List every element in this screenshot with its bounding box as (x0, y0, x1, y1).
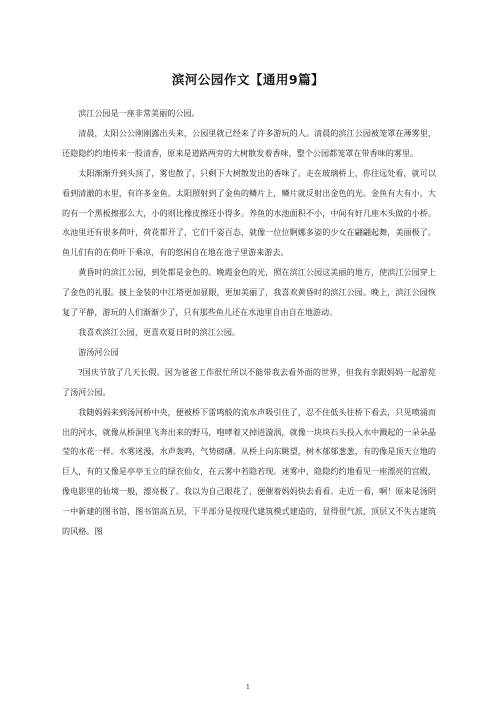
paragraph: 太阳渐渐升到头顶了，雾也散了，只剩下大树散发出的香味了。走在玻璃桥上，你往远处看，就可以看到清澈的水里，有许多金鱼。太阳照射到了金鱼的鳞片上，鳞片就反射出金色的光。金鱼有大有小，大的有一个黑板擦那么大，小的则比橡皮擦还小得多。养鱼的水池面积不小，中间有好几座木头做的小桥。水池里还有很多荷叶，荷花都开了，它们千姿百态，就像一位位婀娜多姿的少女在翩翩起舞，美丽极了。鱼儿们有的在荷叶下乘凉，有的悠闲自在地在池子里游来游去。 (62, 167, 436, 258)
paragraph: 我随妈妈来到汤河桥中央，便被桥下雷鸣般的流水声吸引住了，忍不住低头往桥下看去，只见喷涌而出的河水，就像从桥洞里飞奔出来的野马，咆哮着又掉进漩涡，就像一块块石头投入水中溅起的一朵朵晶莹的水花一样。水雾迷漫，水声轰鸣，气势磅礴。从桥上向东眺望，树木郁郁葱葱，有的像是顶天立地的巨人，有的又像是亭亭玉立的绿衣仙女，在云雾中若隐若现。迷雾中，隐隐约约地看见一座漂亮的宫殿，像电影里的仙境一般，漂亮极了。我以为自己眼花了，便催着妈妈快去看看。走近一看，啊！原来是汤阴一中新建的图书馆，图书馆高五层，下半部分是按现代建筑模式建造的，显得很气派，顶层又不失古建筑的风格。图 (62, 406, 436, 537)
document-title: 滨河公园作文【通用9篇】 (171, 72, 325, 87)
paragraph: 黄昏时的滨江公园，到处都是金色的。晚霞金色的光，照在滨江公园这美丽的地方，使滨江公园穿上了金色的礼服。披上金装的中江塔更加显眼，更加美丽了，我喜欢黄昏时的滨江公园。晚上，滨江公园恢复了平静，游玩的人们渐渐少了，只有那些鱼儿还在水池里自由自在地游动。 (62, 267, 436, 318)
document-body (62, 104, 436, 542)
paragraph: ?国庆节放了几天长假。因为爸爸工作很忙所以不能带我去看外面的世界，但我有幸跟妈妈一起游览了汤河公园。 (62, 366, 436, 397)
section-heading: 游汤河公园 (78, 346, 119, 357)
paragraph: 我喜欢滨江公园，更喜欢夏日时的滨江公园。 (78, 326, 241, 337)
paragraph: 清晨，太阳公公刚刚露出头来，公园里就已经来了许多游玩的人。清晨的滨江公园被笼罩在薄雾里，还隐隐约约地传来一股清香，原来是道路两旁的大树散发着香味，整个公园都笼罩在带香味的雾里。 (62, 127, 436, 158)
paragraph: 滨江公园是一座非常美丽的公园。 (78, 108, 200, 118)
page-number: 1 (245, 683, 251, 691)
